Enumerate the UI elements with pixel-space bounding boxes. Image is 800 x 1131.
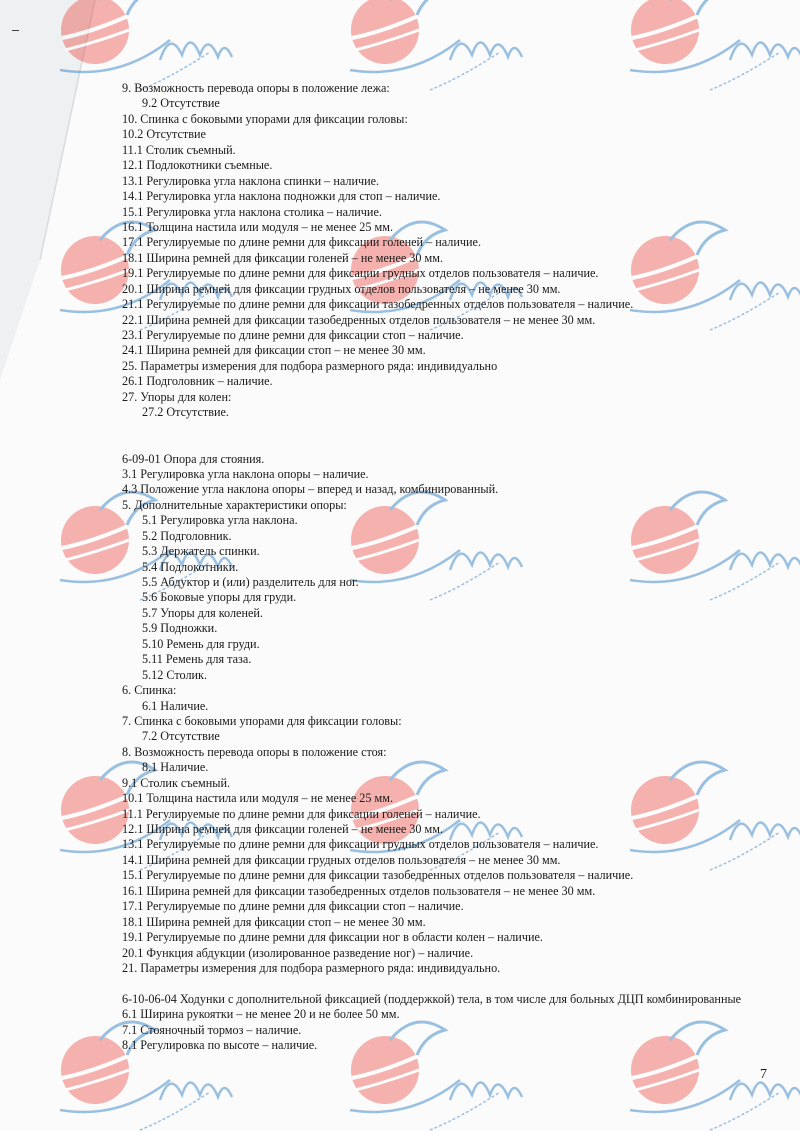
text-line: 12.1 Ширина ремней для фиксации голеней – не менее 30 мм. [122,822,444,836]
spacer [122,976,772,991]
text-line: 20.1 Функция абдукции (изолированное разведение ног) – наличие. [122,945,474,960]
text-line: 9.1 Столик съемный. [122,775,231,790]
text-line: 8.1 Наличие. [142,760,209,775]
text-line: 14.1 Регулировка угла наклона подножки для стоп – наличие. [122,189,441,204]
section-standing-support [122,452,772,977]
text-line: 18.1 Ширина ремней для фиксации стоп – не менее 30 мм. [122,914,426,929]
text-line: 13.1 Регулируемые по длине ремни для фиксации грудных отделов пользователя – наличие. [122,837,599,852]
text-line: 20.1 Ширина ремней для фиксации грудных отделов пользователя – не менее 30 мм. [122,281,561,296]
section-support-lying [122,81,772,421]
text-line: 7.1 Стояночный тормоз – наличие. [122,1022,302,1037]
page-number: 7 [760,1067,767,1082]
text-line: 16.1 Толщина настила или модуля – не менее 25 мм. [122,219,393,234]
text-line: 5.11 Ремень для таза. [142,652,252,667]
text-line: 18.1 Ширина ремней для фиксации голеней – не менее 30 мм. [122,250,444,265]
text-line: 17.1 Регулируемые по длине ремни для фиксации голеней – наличие. [122,235,482,250]
text-line: 5.5 Абдуктор и (или) разделитель для ног. [142,575,359,589]
text-line: 10.2 Отсутствие [122,127,206,142]
text-line: 11.1 Регулируемые по длине ремни для фиксации голеней – наличие. [122,806,481,821]
document-body [122,81,772,1054]
text-line: 5.1 Регулировка угла наклона. [142,513,298,528]
text-line: 6. Спинка: [122,683,177,698]
text-line: 19.1 Регулируемые по длине ремни для фиксации грудных отделов пользователя – наличие. [122,266,599,281]
text-line: 26.1 Подголовник – наличие. [122,374,273,389]
text-line: 25. Параметры измерения для подбора размерного ряда: индивидуально [122,358,498,373]
text-line: 5.3 Держатель спинки. [142,544,260,559]
text-line: 4.3 Положение угла наклона опоры – вперед и назад, комбинированный. [122,482,499,497]
text-line: 9.2 Отсутствие [142,96,220,111]
text-line: 3.1 Регулировка угла наклона опоры – наличие. [122,466,369,481]
text-line: 24.1 Ширина ремней для фиксации стоп – не менее 30 мм. [122,343,426,358]
text-line: 5.2 Подголовник. [142,528,232,543]
text-line: 19.1 Регулируемые по длине ремни для фиксации ног в области колен – наличие. [122,930,543,945]
text-line: 6.1 Ширина рукоятки – не менее 20 и не более 50 мм. [122,1007,400,1022]
text-line: 15.1 Регулируемые по длине ремни для фиксации тазобедренных отделов пользователя – наличие. [122,868,634,883]
text-line: 5.4 Подлокотники. [142,559,239,574]
text-line: 8. Возможность перевода опоры в положение стоя: [122,744,387,759]
section-heading: 6-10-06-04 Ходунки с дополнительной фиксацией (поддержкой) тела, в том числе для больных ДЦП комбинированные [122,991,742,1006]
text-line: 10.1 Толщина настила или модуля – не менее 25 мм. [122,791,393,806]
text-line: 22.1 Ширина ремней для фиксации тазобедренных отделов пользователя – не менее 30 мм. [122,312,596,327]
text-line: 5. Дополнительные характеристики опоры: [122,497,347,512]
text-line: 12.1 Подлокотники съемные. [122,158,273,173]
text-line: 5.9 Подножки. [142,621,218,636]
text-line: 6.1 Наличие. [142,698,209,713]
text-line: 14.1 Ширина ремней для фиксации грудных отделов пользователя – не менее 30 мм. [122,852,561,867]
text-line: 5.10 Ремень для груди. [142,636,260,651]
text-line: 23.1 Регулируемые по длине ремни для фиксации стоп – наличие. [122,328,464,342]
text-line: 10. Спинка с боковыми упорами для фиксации головы: [122,111,408,126]
text-line: 16.1 Ширина ремней для фиксации тазобедренных отделов пользователя – не менее 30 мм. [122,883,596,898]
text-line: 13.1 Регулировка угла наклона спинки – наличие. [122,173,380,188]
text-line: 21.1 Регулируемые по длине ремни для фиксации тазобедренных отделов пользователя – наличие. [122,297,634,312]
scan-mark [12,30,19,31]
text-line: 9. Возможность перевода опоры в положение лежа: [122,81,390,95]
text-line: 27. Упоры для колен: [122,389,232,404]
text-line: 5.7 Упоры для коленей. [142,605,263,620]
text-line: 7.2 Отсутствие [142,729,220,744]
text-line: 21. Параметры измерения для подбора размерного ряда: индивидуально. [122,960,501,975]
section-walker [122,992,772,1054]
spacer [122,436,772,451]
text-line: 5.6 Боковые упоры для груди. [142,590,297,605]
text-line: 15.1 Регулировка угла наклона столика – наличие. [122,204,382,219]
text-line: 11.1 Столик съемный. [122,142,236,157]
text-line: 17.1 Регулируемые по длине ремни для фиксации стоп – наличие. [122,899,464,914]
text-line: 7. Спинка с боковыми упорами для фиксации головы: [122,713,402,728]
text-line: 5.12 Столик. [142,667,208,682]
spacer [122,421,772,436]
text-line: 8.1 Регулировка по высоте – наличие. [122,1038,318,1053]
section-heading: 6-09-01 Опора для стояния. [122,451,265,466]
text-line: 27.2 Отсутствие. [142,405,229,420]
